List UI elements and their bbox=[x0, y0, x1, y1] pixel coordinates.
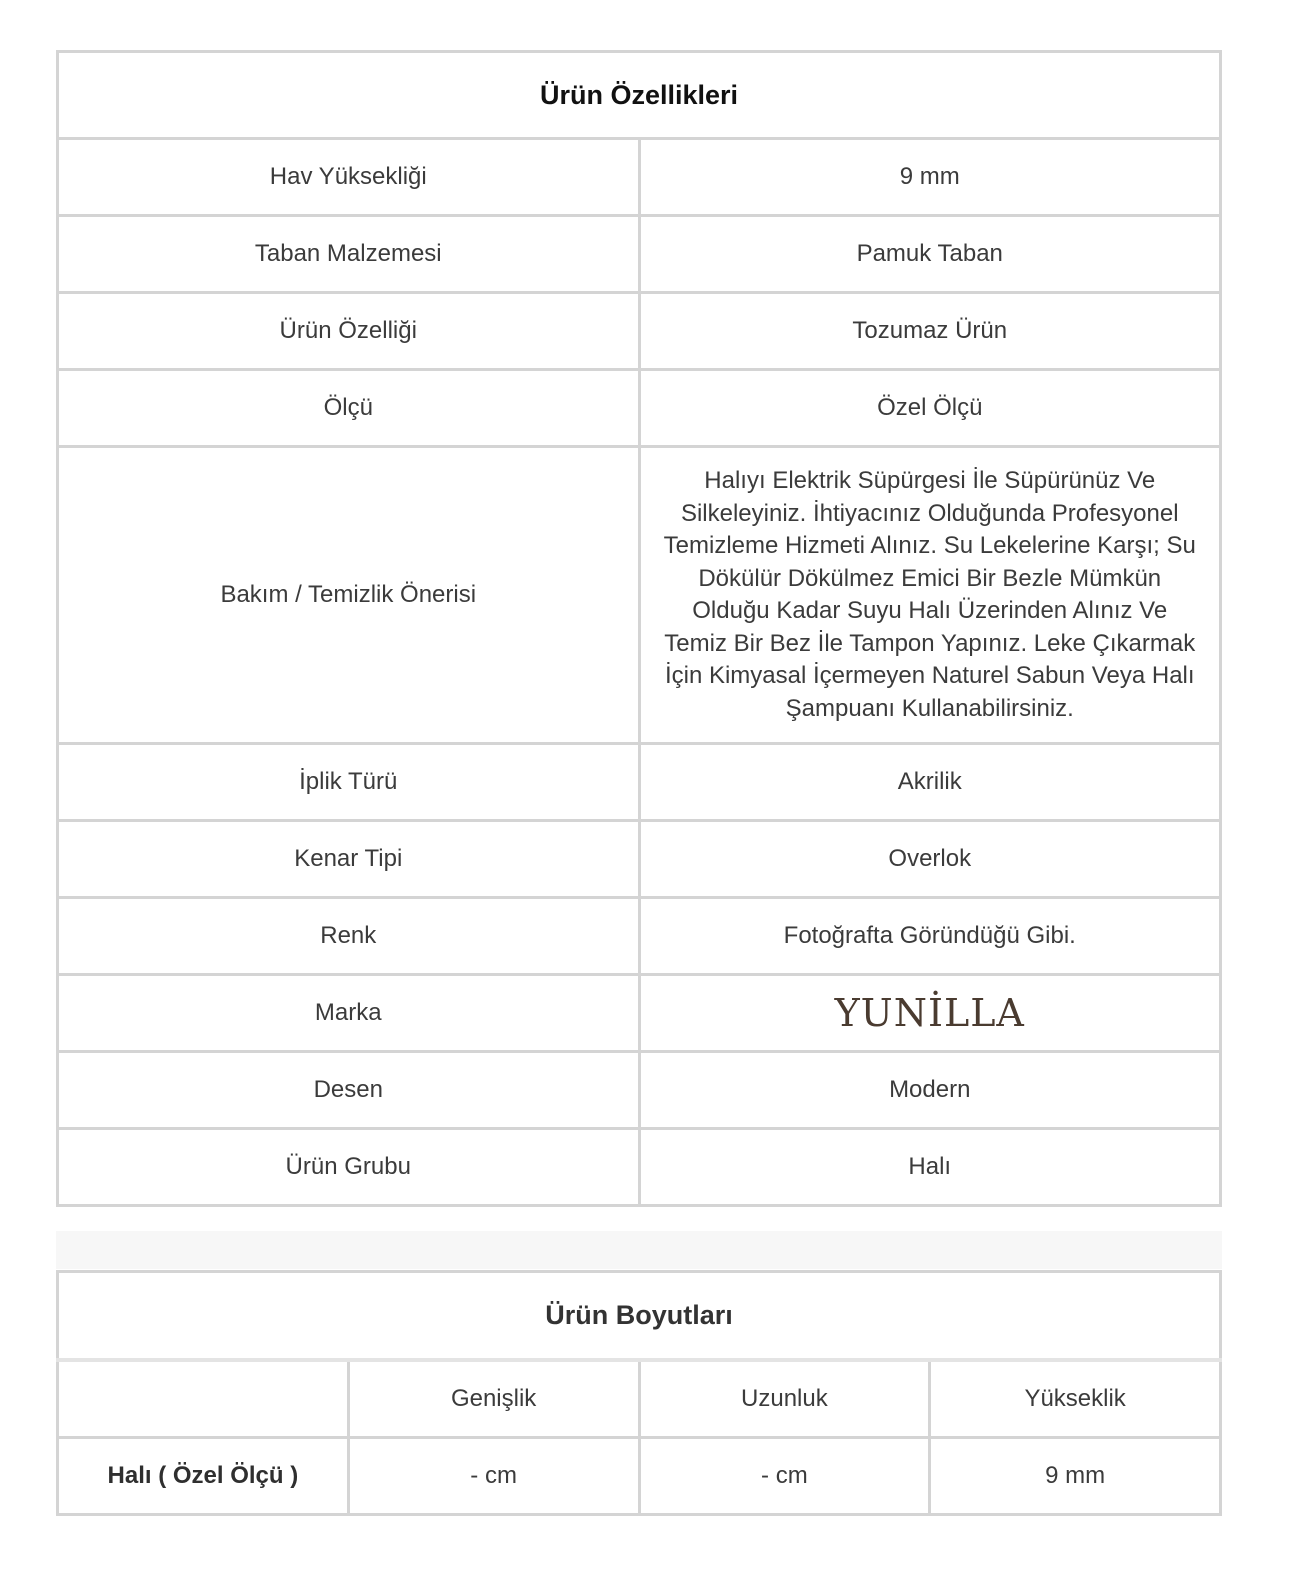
spec-value-product-group: Halı bbox=[639, 1129, 1221, 1206]
dims-header-row bbox=[58, 1360, 1221, 1438]
spec-value-color: Fotoğrafta Göründüğü Gibi. bbox=[639, 898, 1221, 975]
dims-row-label: Halı ( Özel Ölçü ) bbox=[58, 1438, 349, 1515]
spec-label-size: Ölçü bbox=[58, 370, 640, 447]
spec-label-base-material: Taban Malzemesi bbox=[58, 216, 640, 293]
spec-value-base-material: Pamuk Taban bbox=[639, 216, 1221, 293]
dims-title: Ürün Boyutları bbox=[58, 1272, 1221, 1361]
spec-label-pile-height: Hav Yüksekliği bbox=[58, 139, 640, 216]
table-row bbox=[58, 447, 1221, 744]
spec-value-care: Halıyı Elektrik Süpürgesi İle Süpürünüz Ve Silkeleyiniz. İhtiyacınız Olduğunda Profesyonel Temizleme Hizmeti Alınız. Su Lekelerine Karşı; Su Dökülür Dökülmez Emici Bir Bezle Mümkün Olduğu Kadar Suyu Halı Üzerinden Alınız Ve Temiz Bir Bez İle Tampon Yapınız. Leke Çıkarmak İçin Kimyasal İçermeyen Naturel Sabun Veya Halı Şampuanı Kullanabilirsiniz. bbox=[639, 447, 1221, 744]
spec-label-yarn-type: İplik Türü bbox=[58, 744, 640, 821]
table-row bbox=[58, 216, 1221, 293]
table-row bbox=[58, 1129, 1221, 1206]
spec-value-brand bbox=[639, 975, 1221, 1052]
spec-value-edge-type: Overlok bbox=[639, 821, 1221, 898]
dims-header-height: Yükseklik bbox=[930, 1360, 1221, 1438]
table-row bbox=[58, 139, 1221, 216]
spec-label-feature: Ürün Özelliği bbox=[58, 293, 640, 370]
brand-logo: YUNİLLA bbox=[834, 990, 1025, 1035]
dims-value-length: - cm bbox=[639, 1438, 930, 1515]
table-row bbox=[58, 821, 1221, 898]
product-dimensions-table bbox=[56, 1270, 1222, 1516]
spec-value-feature: Tozumaz Ürün bbox=[639, 293, 1221, 370]
table-row bbox=[58, 1052, 1221, 1129]
spec-label-color: Renk bbox=[58, 898, 640, 975]
spec-value-size: Özel Ölçü bbox=[639, 370, 1221, 447]
spec-label-brand: Marka bbox=[58, 975, 640, 1052]
spec-value-pile-height: 9 mm bbox=[639, 139, 1221, 216]
specs-title: Ürün Özellikleri bbox=[58, 52, 1221, 139]
spec-label-care: Bakım / Temizlik Önerisi bbox=[58, 447, 640, 744]
dims-header-width: Genişlik bbox=[348, 1360, 639, 1438]
dims-header-empty bbox=[58, 1360, 349, 1438]
section-divider bbox=[56, 1231, 1222, 1269]
dims-value-width: - cm bbox=[348, 1438, 639, 1515]
spec-value-yarn-type: Akrilik bbox=[639, 744, 1221, 821]
product-specs-table bbox=[56, 50, 1222, 1207]
table-row bbox=[58, 898, 1221, 975]
spec-value-pattern: Modern bbox=[639, 1052, 1221, 1129]
dims-title-row bbox=[58, 1272, 1221, 1361]
table-row bbox=[58, 293, 1221, 370]
table-row bbox=[58, 744, 1221, 821]
dims-value-height: 9 mm bbox=[930, 1438, 1221, 1515]
spec-label-edge-type: Kenar Tipi bbox=[58, 821, 640, 898]
spec-label-pattern: Desen bbox=[58, 1052, 640, 1129]
dims-header-length: Uzunluk bbox=[639, 1360, 930, 1438]
specs-title-row bbox=[58, 52, 1221, 139]
spec-label-product-group: Ürün Grubu bbox=[58, 1129, 640, 1206]
table-row bbox=[58, 1438, 1221, 1515]
table-row bbox=[58, 370, 1221, 447]
table-row bbox=[58, 975, 1221, 1052]
